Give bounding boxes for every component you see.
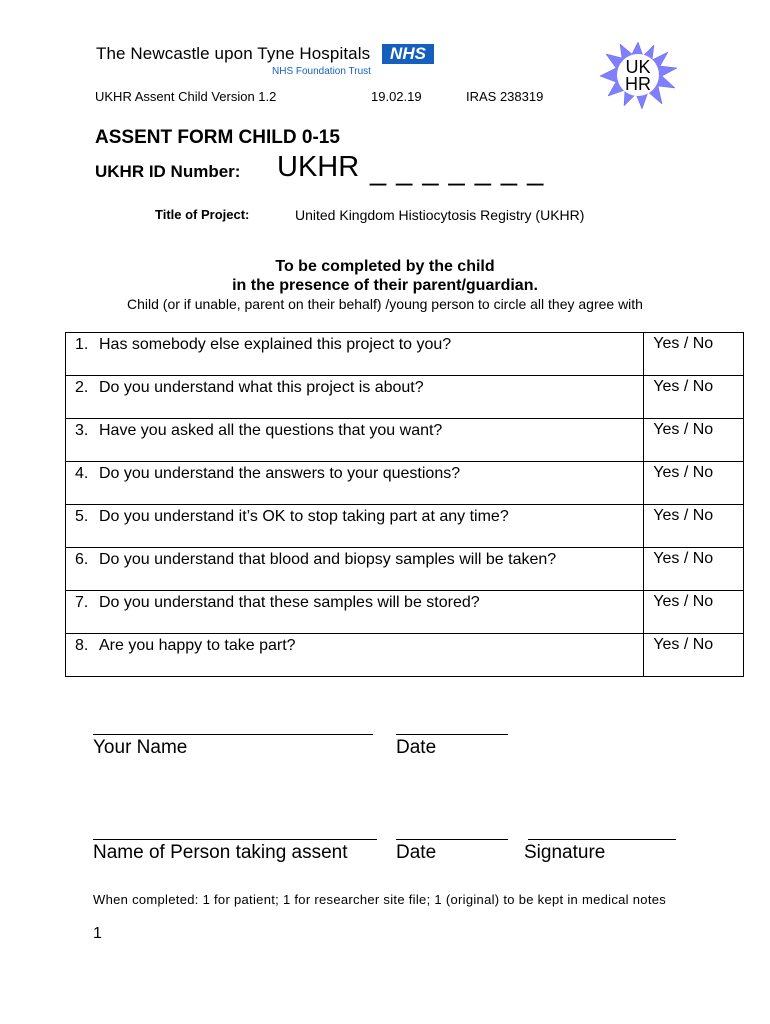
question-cell xyxy=(66,591,644,634)
answer-yes-no[interactable]: Yes / No xyxy=(644,462,744,505)
instruction-line-3: Child (or if unable, parent on their behalf) /young person to circle all they agree with xyxy=(127,296,643,312)
answer-yes-no[interactable]: Yes / No xyxy=(644,591,744,634)
question-number: 3. xyxy=(75,422,89,439)
person-taking-assent-line[interactable] xyxy=(93,839,377,840)
trust-subtitle: NHS Foundation Trust xyxy=(272,66,371,77)
question-number: 2. xyxy=(75,379,89,396)
date-line-1[interactable] xyxy=(396,734,508,735)
logo-text-uk: UK xyxy=(625,57,651,77)
answer-yes-no[interactable]: Yes / No xyxy=(644,376,744,419)
question-number: 7. xyxy=(75,594,89,611)
question-number: 4. xyxy=(75,465,89,482)
question-text: Do you understand that these samples will be stored? xyxy=(99,594,480,611)
question-number: 1. xyxy=(75,336,89,353)
signature-label: Signature xyxy=(524,842,606,863)
question-text: Do you understand what this project is about? xyxy=(99,379,424,396)
answer-yes-no[interactable]: Yes / No xyxy=(644,505,744,548)
form-date: 19.02.19 xyxy=(371,89,422,104)
question-text: Do you understand it’s OK to stop taking part at any time? xyxy=(99,508,509,525)
question-text: Do you understand that blood and biopsy samples will be taken? xyxy=(99,551,557,568)
question-cell xyxy=(66,376,644,419)
question-cell xyxy=(66,548,644,591)
page-number: 1 xyxy=(93,925,102,942)
nhs-logo: NHS xyxy=(382,44,434,64)
instruction-line-1: To be completed by the child xyxy=(275,258,495,275)
project-title-label: Title of Project: xyxy=(155,207,250,222)
answer-yes-no[interactable]: Yes / No xyxy=(644,634,744,677)
form-version: UKHR Assent Child Version 1.2 xyxy=(95,89,277,104)
question-row xyxy=(66,505,744,548)
trust-name: The Newcastle upon Tyne Hospitals xyxy=(96,44,371,63)
signature-line[interactable] xyxy=(528,839,676,840)
question-row xyxy=(66,376,744,419)
your-name-line[interactable] xyxy=(93,734,373,735)
question-cell xyxy=(66,333,644,376)
your-name-label: Your Name xyxy=(93,737,188,758)
question-number: 8. xyxy=(75,637,89,654)
answer-yes-no[interactable]: Yes / No xyxy=(644,333,744,376)
question-text: Has somebody else explained this project to you? xyxy=(99,336,452,353)
question-cell xyxy=(66,505,644,548)
question-number: 5. xyxy=(75,508,89,525)
id-number-blanks[interactable]: _ _ _ _ _ _ _ xyxy=(370,155,545,187)
answer-yes-no[interactable]: Yes / No xyxy=(644,419,744,462)
question-number: 6. xyxy=(75,551,89,568)
question-row xyxy=(66,462,744,505)
id-number-label: UKHR ID Number: xyxy=(95,162,241,181)
project-title-value: United Kingdom Histiocytosis Registry (UKHR) xyxy=(295,207,585,223)
question-text: Have you asked all the questions that you want? xyxy=(99,422,443,439)
date-label-1: Date xyxy=(396,737,437,758)
answer-yes-no[interactable]: Yes / No xyxy=(644,548,744,591)
question-row xyxy=(66,634,744,677)
question-row xyxy=(66,548,744,591)
question-row xyxy=(66,591,744,634)
question-text: Are you happy to take part? xyxy=(99,637,296,654)
ukhr-star-logo xyxy=(598,40,678,110)
distribution-note: When completed: 1 for patient; 1 for researcher site file; 1 (original) to be kept in medical notes xyxy=(93,892,667,907)
person-taking-assent-label: Name of Person taking assent xyxy=(93,842,348,863)
date-line-2[interactable] xyxy=(396,839,508,840)
date-label-2: Date xyxy=(396,842,437,863)
question-text: Do you understand the answers to your questions? xyxy=(99,465,461,482)
instruction-line-2: in the presence of their parent/guardian. xyxy=(232,277,538,294)
question-cell xyxy=(66,462,644,505)
question-row xyxy=(66,333,744,376)
question-cell xyxy=(66,634,644,677)
iras-number: IRAS 238319 xyxy=(466,89,544,104)
form-title: ASSENT FORM CHILD 0-15 xyxy=(95,127,340,148)
logo-text-hr: HR xyxy=(625,74,651,94)
question-row xyxy=(66,419,744,462)
question-cell xyxy=(66,419,644,462)
questions-table xyxy=(65,332,744,677)
id-prefix: UKHR xyxy=(277,151,360,183)
